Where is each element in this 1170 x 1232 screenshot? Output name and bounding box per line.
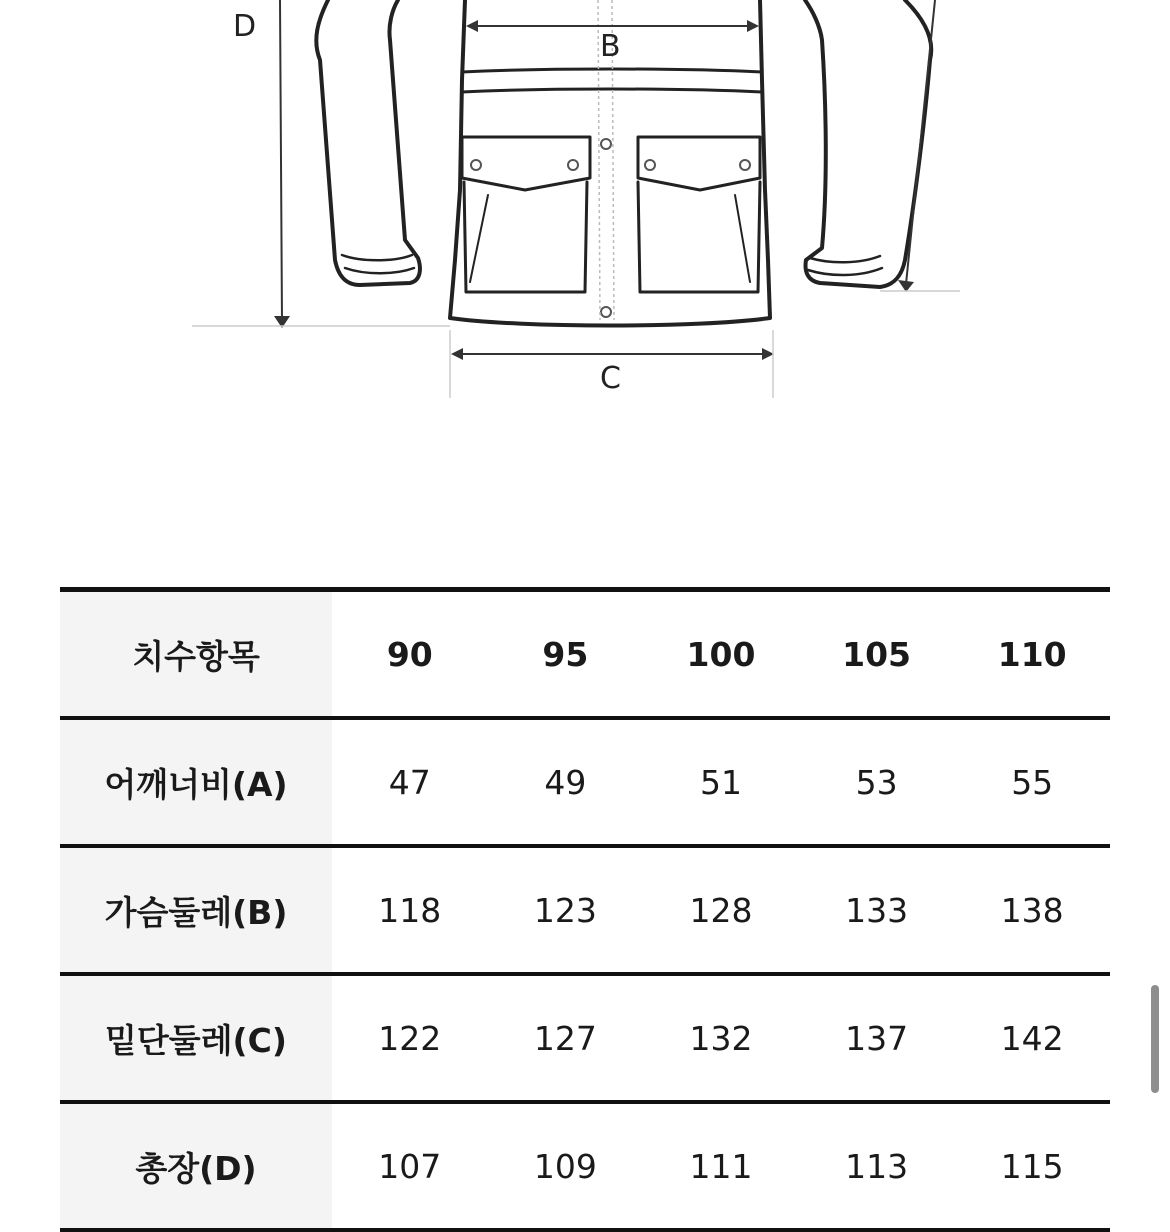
- table-cell: 53: [855, 762, 898, 802]
- size-chart-table: [60, 587, 1110, 1232]
- table-row: [60, 974, 1110, 1102]
- table-header-row: [60, 590, 1110, 719]
- table-row: [60, 1102, 1110, 1230]
- header-label: 치수항목: [60, 590, 332, 719]
- table-cell: 111: [689, 1146, 753, 1186]
- table-cell: 137: [845, 1018, 909, 1058]
- table-cell: 133: [845, 890, 909, 930]
- table-cell: 55: [1011, 762, 1054, 802]
- table-row: [60, 718, 1110, 846]
- table-cell: 122: [378, 1018, 442, 1058]
- scrollbar-thumb[interactable]: [1151, 985, 1159, 1093]
- row-label: 총장(D): [60, 1102, 332, 1230]
- size-header: 90: [386, 634, 433, 674]
- table-cell: 115: [1000, 1146, 1064, 1186]
- table-cell: 123: [533, 890, 597, 930]
- table-row: [60, 846, 1110, 974]
- row-label: 밑단둘레(C): [60, 974, 332, 1102]
- table-cell: 128: [689, 890, 753, 930]
- table-cell: 107: [378, 1146, 442, 1186]
- size-header: 110: [997, 634, 1067, 674]
- table-cell: 109: [533, 1146, 597, 1186]
- table-cell: 51: [699, 762, 742, 802]
- row-label: 어깨너비(A): [60, 718, 332, 846]
- table-cell: 49: [544, 762, 587, 802]
- dimension-label-c: C: [600, 361, 621, 396]
- table-cell: 132: [689, 1018, 753, 1058]
- table-cell: 142: [1000, 1018, 1064, 1058]
- size-header: 105: [842, 634, 912, 674]
- jacket-illustration: [0, 0, 1170, 420]
- table-cell: 118: [378, 890, 442, 930]
- table-cell: 47: [388, 762, 431, 802]
- size-header: 95: [542, 634, 589, 674]
- table-cell: 113: [845, 1146, 909, 1186]
- size-header: 100: [686, 634, 756, 674]
- dimension-label-d: D: [233, 9, 257, 44]
- table-cell: 138: [1000, 890, 1064, 930]
- jacket-size-diagram: [0, 0, 1170, 420]
- row-label: 가슴둘레(B): [60, 846, 332, 974]
- dimension-label-b: B: [600, 29, 621, 64]
- table-cell: 127: [533, 1018, 597, 1058]
